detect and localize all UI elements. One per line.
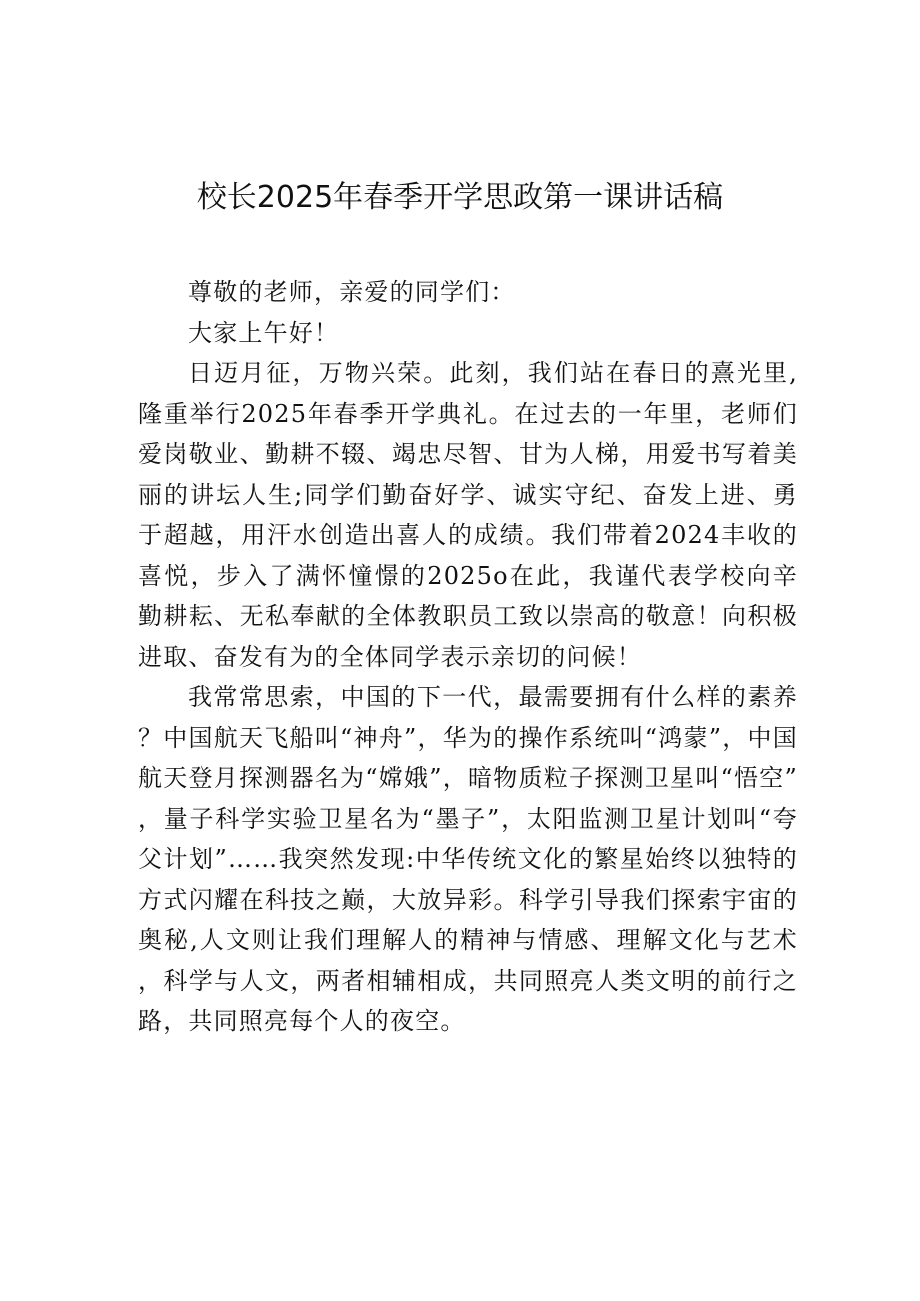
body-paragraph: 日迈月征，万物兴荣。此刻，我们站在春日的熹光里,隆重举行2025年春季开学典礼。在过去的一年里，老师们爱岗敬业、勤耕不辍、竭忠尽智、甘为人梯，用爱书写着美丽的讲坛人生;同学们勤奋好学、诚实守纪、奋发上进、勇于超越，用汗水创造出喜人的成绩。我们带着2024丰收的喜悦，步入了满怀憧憬的2025o在此，我谨代表学校向辛勤耕耘、无私奉献的全体教职员工致以崇高的敬意！向积极进取、奋发有为的全体同学表示亲切的问候！ [138, 359, 798, 671]
salutation-paragraph: 尊敬的老师，亲爱的同学们： [188, 278, 516, 306]
document-body [138, 272, 798, 1042]
greeting-paragraph: 大家上午好！ [188, 318, 340, 347]
document-title: 校长2025年春季开学思政第一课讲话稿 [196, 180, 724, 215]
body-paragraph: 我常常思索，中国的下一代，最需要拥有什么样的素养？中国航天飞船叫“神舟”，华为的操作系统叫“鸿蒙”，中国航天登月探测器名为“嫦娥”，暗物质粒子探测卫星叫“悟空”，量子科学实验卫星名为“墨子”，太阳监测卫星计划叫“夸父计划”……我突然发现:中华传统文化的繁星始终以独特的方式闪耀在科技之巅，大放异彩。科学引导我们探索宇宙的奥秘,人文则让我们理解人的精神与情感、理解文化与艺术，科学与人文，两者相辅相成，共同照亮人类文明的前行之路，共同照亮每个人的夜空。 [138, 683, 798, 1035]
